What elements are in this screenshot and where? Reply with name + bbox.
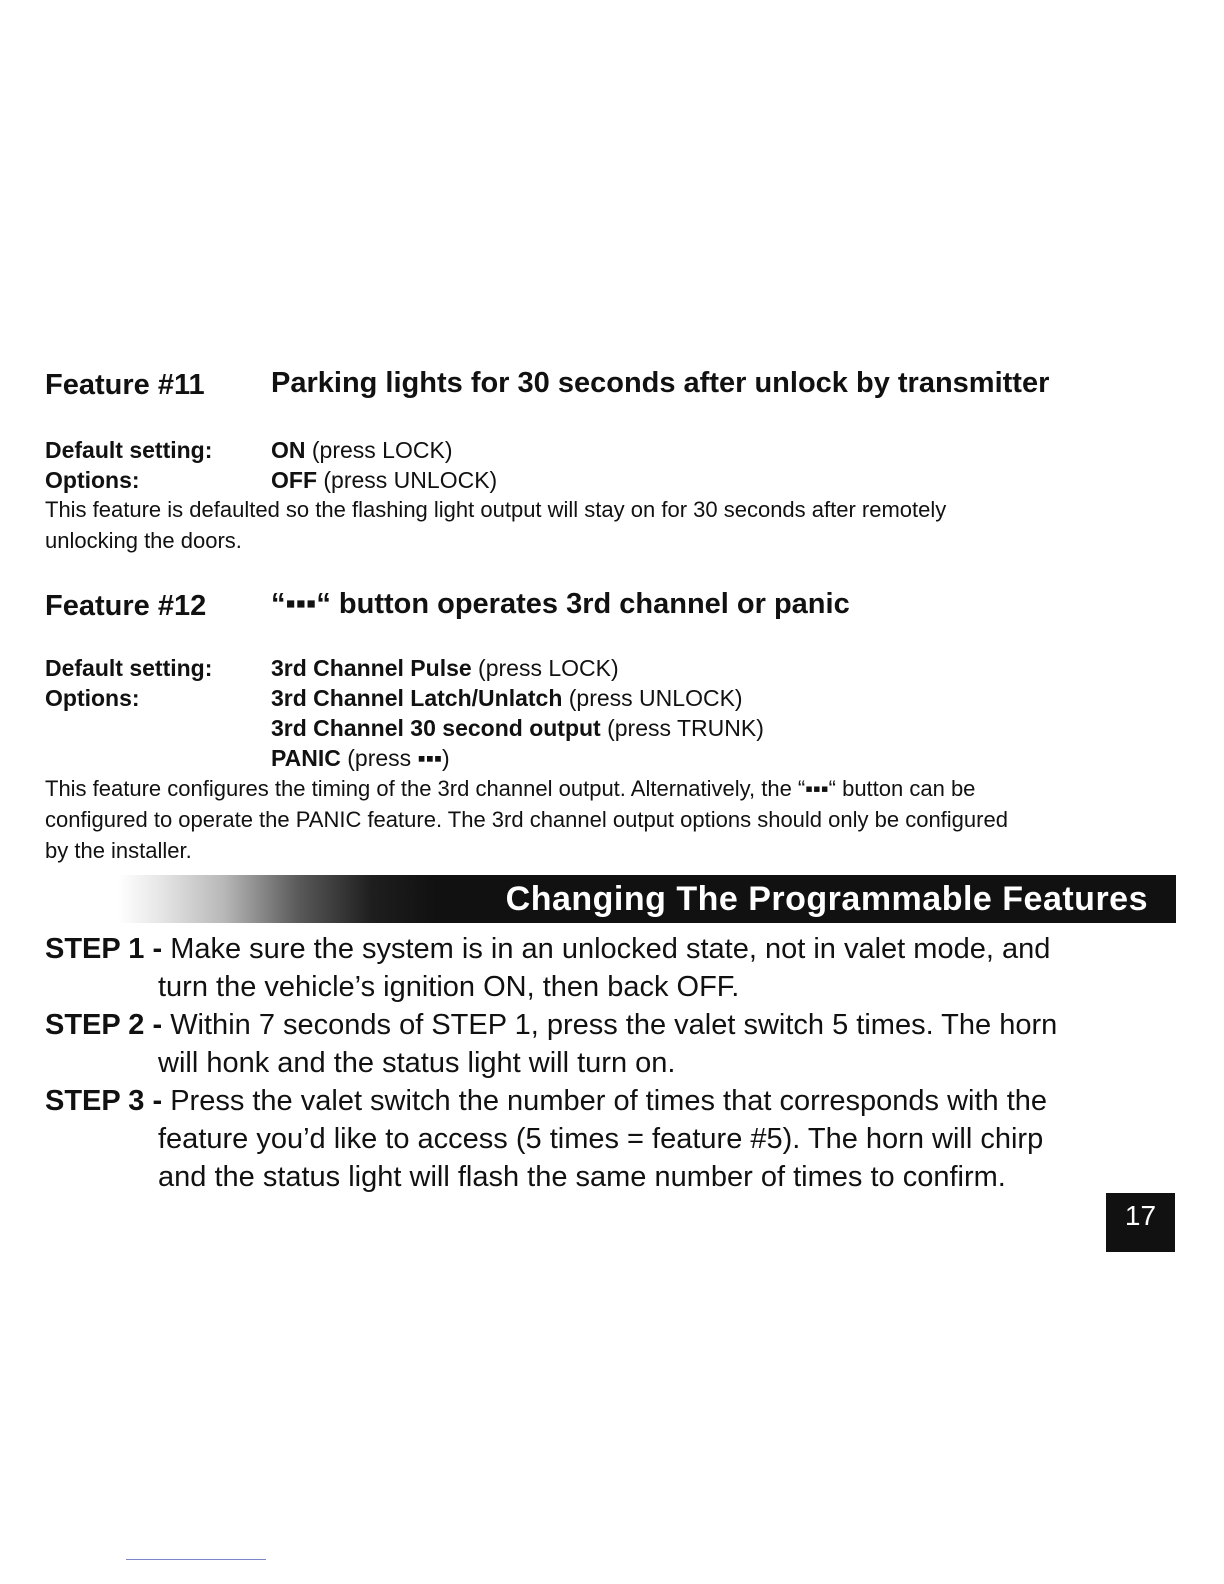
feature-11-default-rest: (press LOCK): [305, 437, 453, 463]
feature-11-title: Parking lights for 30 seconds after unlock by transmitter: [271, 367, 1050, 399]
feature-11-options-bold: OFF: [271, 467, 317, 493]
feature-12-description: [45, 773, 1155, 866]
step-3: [45, 1085, 1047, 1118]
step-1-label: STEP 1 -: [45, 933, 171, 965]
feature-12-number: Feature #12: [45, 590, 207, 622]
feature-11-description-line1: This feature is defaulted so the flashing light output will stay on for 30 seconds after remotely: [45, 497, 947, 522]
feature-12-default-bold: 3rd Channel Pulse: [271, 655, 472, 681]
feature-11-default-bold: ON: [271, 437, 306, 463]
feature-11-options-rest: (press UNLOCK): [317, 467, 498, 493]
feature-12-option-1-rest: (press UNLOCK): [562, 685, 743, 711]
feature-12-option-2-bold: 3rd Channel 30 second output: [271, 715, 601, 741]
feature-12-default-value: [271, 655, 619, 682]
section-banner: [118, 875, 1176, 923]
feature-12-option-3-bold: PANIC: [271, 745, 341, 771]
footer-rule: [126, 1559, 266, 1560]
step-2: [45, 1009, 1057, 1042]
page-number: 17: [1106, 1193, 1175, 1252]
step-3-line3: and the status light will flash the same number of times to confirm.: [158, 1161, 1006, 1193]
feature-11-default-label: Default setting:: [45, 437, 213, 463]
feature-12-option-3-rest: (press ▪▪▪): [340, 745, 450, 771]
feature-11-default-value: [271, 437, 452, 464]
step-1-line1: Make sure the system is in an unlocked state, not in valet mode, and: [170, 933, 1051, 965]
feature-12-description-line1: This feature configures the timing of the 3rd channel output. Alternatively, the “▪▪▪“ button can be: [45, 776, 976, 801]
step-1: [45, 933, 1050, 966]
step-1-line2: turn the vehicle’s ignition ON, then back OFF.: [158, 971, 740, 1003]
feature-12-title: “▪▪▪“ button operates 3rd channel or panic: [271, 588, 850, 620]
step-3-line2: feature you’d like to access (5 times = feature #5). The horn will chirp: [158, 1123, 1044, 1155]
feature-12-options-label: Options:: [45, 685, 140, 711]
feature-12-option-1-bold: 3rd Channel Latch/Unlatch: [271, 685, 563, 711]
feature-11-options-label: Options:: [45, 467, 140, 493]
section-banner-title: Changing The Programmable Features: [505, 880, 1148, 918]
feature-11-options-value: [271, 467, 497, 494]
feature-12-description-line2: configured to operate the PANIC feature. The 3rd channel output options should only be configured: [45, 807, 1008, 832]
step-2-line1: Within 7 seconds of STEP 1, press the valet switch 5 times. The horn: [170, 1009, 1058, 1041]
feature-12-option-3: [271, 745, 450, 772]
step-3-label: STEP 3 -: [45, 1085, 171, 1117]
feature-11-number: Feature #11: [45, 369, 205, 401]
feature-12-option-2-rest: (press TRUNK): [600, 715, 764, 741]
step-2-line2: will honk and the status light will turn on.: [158, 1047, 676, 1079]
feature-12-description-line3: by the installer.: [45, 838, 192, 863]
feature-12-default-rest: (press LOCK): [471, 655, 619, 681]
feature-12-default-label: Default setting:: [45, 655, 213, 681]
feature-12-option-1: [271, 685, 743, 712]
feature-12-option-2: [271, 715, 764, 742]
feature-11-description-line2: unlocking the doors.: [45, 528, 242, 553]
step-3-line1: Press the valet switch the number of times that corresponds with the: [170, 1085, 1048, 1117]
step-2-label: STEP 2 -: [45, 1009, 171, 1041]
feature-11-description: [45, 494, 1155, 556]
